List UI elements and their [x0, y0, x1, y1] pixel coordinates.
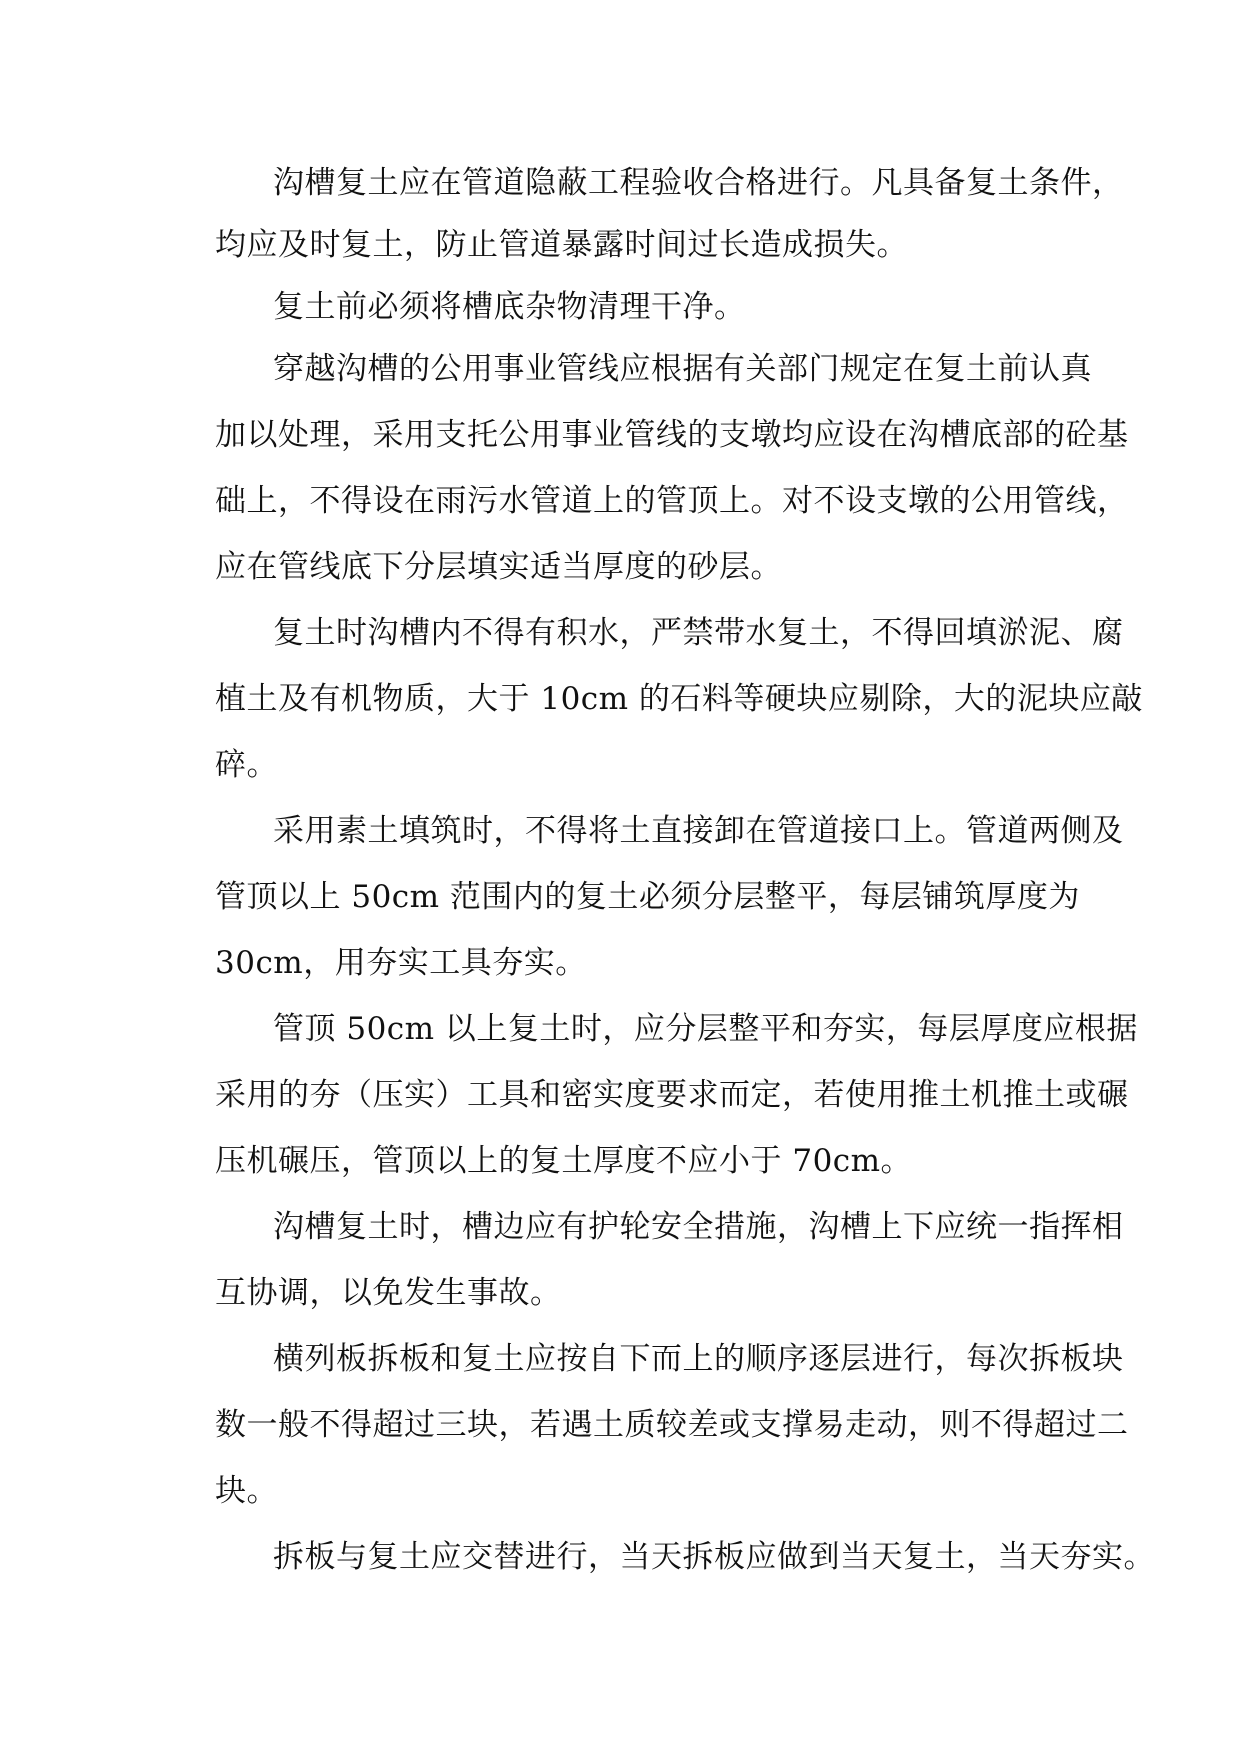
paragraph-line: 复土时沟槽内不得有积水，严禁带水复土，不得回填淤泥、腐	[273, 615, 1124, 651]
paragraph-line: 应在管线底下分层填实适当厚度的砂层。	[215, 549, 782, 585]
paragraph-line: 块。	[215, 1473, 278, 1509]
paragraph-line: 拆板与复土应交替进行，当天拆板应做到当天复土，当天夯实。	[273, 1539, 1155, 1575]
paragraph-line: 管顶以上 50cm 范围内的复土必须分层整平，每层铺筑厚度为	[215, 879, 1080, 915]
paragraph-line: 采用的夯（压实）工具和密实度要求而定，若使用推土机推土或碾	[215, 1077, 1129, 1113]
paragraph-line: 数一般不得超过三块，若遇土质较差或支撑易走动，则不得超过二	[215, 1407, 1129, 1443]
paragraph-line: 管顶 50cm 以上复土时，应分层整平和夯实，每层厚度应根据	[273, 1011, 1138, 1047]
paragraph-line: 横列板拆板和复土应按自下而上的顺序逐层进行，每次拆板块	[273, 1341, 1124, 1377]
paragraph-line: 均应及时复土，防止管道暴露时间过长造成损失。	[215, 227, 908, 263]
paragraph-line: 础上，不得设在雨污水管道上的管顶上。对不设支墩的公用管线，	[215, 483, 1129, 519]
paragraph-line: 压机碾压，管顶以上的复土厚度不应小于 70cm。	[215, 1143, 913, 1179]
paragraph-line: 复土前必须将槽底杂物清理干净。	[273, 289, 746, 325]
paragraph-line: 碎。	[215, 747, 278, 783]
paragraph-line: 加以处理，采用支托公用事业管线的支墩均应设在沟槽底部的砼基	[215, 417, 1129, 453]
paragraph-line: 植土及有机物质，大于 10cm 的石料等硬块应剔除，大的泥块应敲	[215, 681, 1143, 717]
paragraph-line: 互协调，以免发生事故。	[215, 1275, 562, 1311]
paragraph-line: 采用素土填筑时，不得将土直接卸在管道接口上。管道两侧及	[273, 813, 1124, 849]
paragraph-line: 穿越沟槽的公用事业管线应根据有关部门规定在复土前认真	[273, 351, 1092, 387]
paragraph-line: 沟槽复土时，槽边应有护轮安全措施，沟槽上下应统一指挥相	[273, 1209, 1124, 1245]
paragraph-line: 沟槽复土应在管道隐蔽工程验收合格进行。凡具备复土条件，	[273, 165, 1124, 201]
paragraph-line: 30cm，用夯实工具夯实。	[215, 945, 587, 981]
